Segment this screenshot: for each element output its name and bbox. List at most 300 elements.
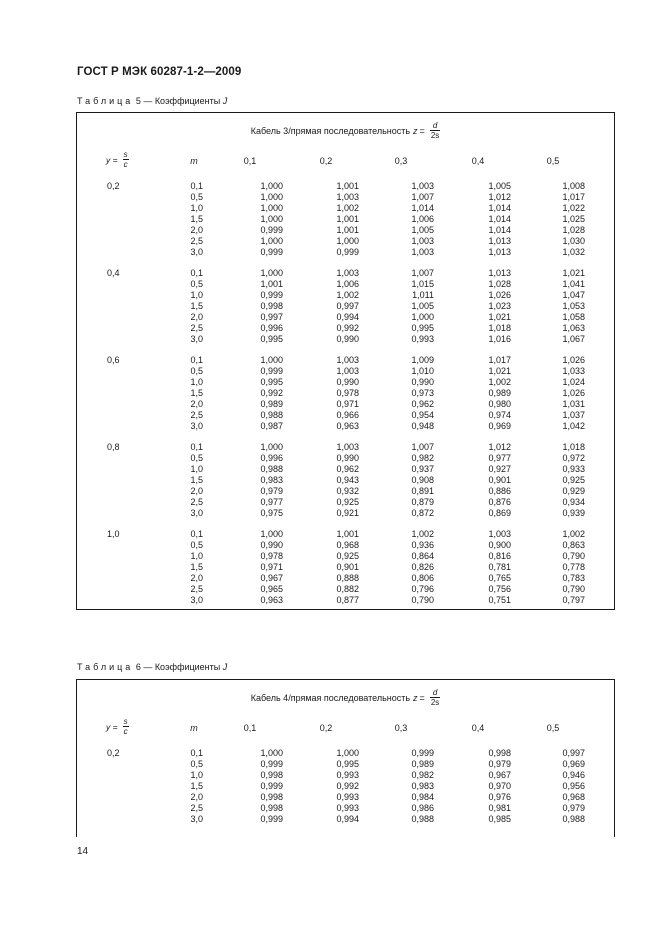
coefficient-cell: 0,971 (260, 562, 283, 572)
coefficient-cell: 0,999 (260, 759, 283, 769)
coefficient-cell: 1,003 (336, 192, 359, 202)
coefficient-cell: 0,995 (411, 323, 434, 333)
coefficient-cell: 1,002 (562, 529, 585, 539)
coefficient-cell: 0,997 (260, 312, 283, 322)
table-row (77, 595, 614, 606)
table-caption (77, 96, 227, 106)
coefficient-cell: 1,018 (488, 323, 511, 333)
coefficient-cell: 0,979 (562, 803, 585, 813)
table-header-formula (77, 121, 614, 140)
coefficient-cell: 0,998 (260, 792, 283, 802)
coefficient-cell: 0,989 (260, 399, 283, 409)
m-value: 2,5 (190, 803, 203, 813)
formula-text: Кабель 4/прямая последовательность (250, 692, 411, 703)
coefficient-cell: 0,796 (411, 584, 434, 594)
coefficient-cell: 1,000 (260, 203, 283, 213)
table-caption (77, 662, 227, 672)
coefficient-cell: 1,047 (562, 290, 585, 300)
coefficient-cell: 1,003 (411, 236, 434, 246)
coefficient-cell: 1,000 (260, 442, 283, 452)
coefficient-cell: 0,992 (336, 323, 359, 333)
coefficient-cell: 0,882 (336, 584, 359, 594)
coefficient-cell: 0,946 (562, 770, 585, 780)
coefficient-cell: 0,778 (562, 562, 585, 572)
coefficient-cell: 0,877 (336, 595, 359, 605)
coefficient-cell: 0,973 (411, 388, 434, 398)
coefficient-cell: 0,969 (562, 759, 585, 769)
fraction-numerator: d (432, 688, 438, 697)
coefficient-cell: 0,863 (562, 540, 585, 550)
coefficients-table (76, 679, 615, 837)
m-column-header: m (190, 156, 198, 166)
coefficient-cell: 0,993 (411, 334, 434, 344)
m-value: 2,5 (190, 410, 203, 420)
m-value: 1,5 (190, 388, 203, 398)
coefficient-cell: 0,999 (260, 814, 283, 824)
coefficient-cell: 0,816 (488, 551, 511, 561)
coefficient-cell: 0,993 (336, 770, 359, 780)
coefficient-cell: 0,888 (336, 573, 359, 583)
coefficient-cell: 1,007 (411, 442, 434, 452)
coefficient-cell: 1,013 (488, 247, 511, 257)
z-column-header: 0,4 (471, 156, 485, 166)
coefficient-cell: 0,970 (488, 781, 511, 791)
table-row (77, 399, 614, 410)
table-row (77, 268, 614, 279)
table-row (77, 475, 614, 486)
y-numerator: s (123, 150, 128, 159)
coefficient-cell: 1,017 (488, 355, 511, 365)
coefficient-cell: 1,001 (336, 214, 359, 224)
coefficient-cell: 1,009 (411, 355, 434, 365)
coefficient-cell: 0,929 (562, 486, 585, 496)
coefficient-cell: 1,022 (562, 203, 585, 213)
y-denominator: c (123, 727, 128, 736)
coefficient-cell: 0,921 (336, 508, 359, 518)
coefficient-cell: 1,000 (260, 192, 283, 202)
m-value: 0,1 (190, 529, 203, 539)
coefficient-cell: 1,003 (336, 268, 359, 278)
z-column-header: 0,5 (546, 156, 560, 166)
y-value: 0,6 (107, 355, 120, 365)
coefficient-cell: 0,869 (488, 508, 511, 518)
coefficient-cell: 0,967 (488, 770, 511, 780)
coefficient-cell: 0,826 (411, 562, 434, 572)
coefficient-cell: 0,806 (411, 573, 434, 583)
m-value: 3,0 (190, 247, 203, 257)
table-row (77, 584, 614, 595)
coefficient-cell: 0,998 (260, 301, 283, 311)
table-row (77, 562, 614, 573)
coefficient-cell: 0,985 (488, 814, 511, 824)
table-row (77, 301, 614, 312)
coefficient-cell: 0,999 (411, 748, 434, 758)
coefficient-cell: 1,031 (562, 399, 585, 409)
m-value: 1,5 (190, 301, 203, 311)
coefficient-cell: 0,925 (336, 497, 359, 507)
table-row (77, 312, 614, 323)
coefficient-cell: 0,982 (411, 770, 434, 780)
z-column-header: 0,1 (243, 156, 257, 166)
coefficient-cell: 0,969 (488, 421, 511, 431)
m-value: 3,0 (190, 595, 203, 605)
fraction-numerator: d (432, 121, 438, 130)
coefficient-cell: 1,026 (562, 355, 585, 365)
table-row (77, 464, 614, 475)
table-header-formula (77, 688, 614, 707)
coefficient-cell: 0,990 (260, 540, 283, 550)
coefficient-cell: 0,997 (336, 301, 359, 311)
m-value: 0,1 (190, 268, 203, 278)
table-row (77, 214, 614, 225)
coefficient-cell: 0,975 (260, 508, 283, 518)
page-number: 14 (77, 846, 89, 857)
m-value: 0,5 (190, 540, 203, 550)
m-value: 0,5 (190, 366, 203, 376)
m-value: 2,5 (190, 497, 203, 507)
table-row (77, 529, 614, 540)
m-value: 2,0 (190, 573, 203, 583)
caption-symbol: J (222, 96, 228, 106)
coefficient-cell: 1,000 (260, 355, 283, 365)
coefficient-cell: 0,974 (488, 410, 511, 420)
table-row (77, 442, 614, 453)
coefficient-cell: 0,790 (562, 584, 585, 594)
z-column-header: 0,5 (546, 723, 560, 733)
table-row (77, 388, 614, 399)
coefficient-cell: 0,988 (562, 814, 585, 824)
table-row (77, 181, 614, 192)
coefficient-cell: 1,067 (562, 334, 585, 344)
m-value: 1,0 (190, 203, 203, 213)
coefficient-cell: 1,003 (336, 366, 359, 376)
y-denominator: c (123, 160, 128, 169)
coefficient-cell: 1,000 (260, 268, 283, 278)
table-row (77, 247, 614, 258)
table-row (77, 792, 614, 803)
m-value: 2,0 (190, 792, 203, 802)
coefficient-cell: 0,790 (411, 595, 434, 605)
formula-fraction (430, 121, 440, 140)
coefficient-cell: 1,001 (260, 279, 283, 289)
coefficient-cell: 1,023 (488, 301, 511, 311)
coefficient-cell: 0,962 (411, 399, 434, 409)
coefficient-cell: 0,927 (488, 464, 511, 474)
coefficient-cell: 1,002 (411, 529, 434, 539)
m-value: 1,0 (190, 377, 203, 387)
coefficient-cell: 0,939 (562, 508, 585, 518)
coefficient-cell: 1,003 (411, 247, 434, 257)
formula-equals: = (419, 125, 425, 136)
coefficient-cell: 1,053 (562, 301, 585, 311)
y-value: 0,2 (107, 748, 120, 758)
coefficient-cell: 0,999 (336, 247, 359, 257)
y-fraction (123, 150, 129, 169)
coefficient-cell: 0,990 (336, 334, 359, 344)
caption-text: 5 — Коэффициенты (135, 96, 221, 106)
coefficient-cell: 1,000 (260, 214, 283, 224)
coefficient-cell: 1,033 (562, 366, 585, 376)
m-value: 3,0 (190, 508, 203, 518)
y-value: 1,0 (107, 529, 120, 539)
m-value: 1,0 (190, 290, 203, 300)
table-row (77, 192, 614, 203)
coefficient-cell: 1,014 (488, 214, 511, 224)
coefficient-cell: 0,962 (336, 464, 359, 474)
coefficient-cell: 0,932 (336, 486, 359, 496)
table-row (77, 355, 614, 366)
coefficient-cell: 0,977 (488, 453, 511, 463)
m-value: 1,5 (190, 475, 203, 485)
coefficient-cell: 0,886 (488, 486, 511, 496)
coefficient-cell: 1,011 (412, 290, 434, 300)
y-fraction (123, 717, 129, 736)
coefficient-cell: 1,037 (562, 410, 585, 420)
table-row (77, 421, 614, 432)
coefficient-cell: 1,002 (488, 377, 511, 387)
y-value: 0,8 (107, 442, 120, 452)
coefficient-cell: 0,984 (411, 792, 434, 802)
y-header (106, 150, 129, 169)
formula-wrap (251, 688, 441, 707)
table-row (77, 410, 614, 421)
coefficient-cell: 0,872 (411, 508, 434, 518)
fraction-denominator: 2s (430, 131, 440, 140)
m-value: 0,1 (190, 355, 203, 365)
coefficient-cell: 1,001 (336, 225, 359, 235)
coefficient-cell: 1,001 (336, 529, 359, 539)
coefficient-cell: 0,993 (336, 803, 359, 813)
coefficient-cell: 0,990 (336, 453, 359, 463)
m-value: 2,0 (190, 225, 203, 235)
coefficient-cell: 1,003 (336, 442, 359, 452)
coefficient-cell: 1,028 (562, 225, 585, 235)
coefficients-table (76, 112, 615, 610)
coefficient-cell: 0,966 (336, 410, 359, 420)
coefficient-cell: 0,996 (260, 323, 283, 333)
coefficient-cell: 1,016 (488, 334, 511, 344)
z-column-header: 0,2 (319, 156, 333, 166)
coefficient-cell: 1,058 (562, 312, 585, 322)
coefficient-cell: 1,000 (260, 529, 283, 539)
table-row (77, 781, 614, 792)
coefficient-cell: 1,000 (336, 748, 359, 758)
m-value: 1,5 (190, 562, 203, 572)
coefficient-cell: 0,756 (488, 584, 511, 594)
caption-word: Таблица (77, 96, 134, 106)
table-row (77, 486, 614, 497)
coefficient-cell: 1,001 (336, 181, 359, 191)
coefficient-cell: 1,041 (562, 279, 585, 289)
coefficient-cell: 0,979 (260, 486, 283, 496)
coefficient-cell: 0,999 (260, 781, 283, 791)
coefficient-cell: 1,025 (562, 214, 585, 224)
coefficient-cell: 0,972 (562, 453, 585, 463)
coefficient-cell: 0,864 (411, 551, 434, 561)
table-row (77, 203, 614, 214)
coefficient-cell: 1,000 (260, 236, 283, 246)
table-row (77, 497, 614, 508)
coefficient-cell: 0,989 (411, 759, 434, 769)
coefficient-cell: 0,977 (260, 497, 283, 507)
table-row (77, 508, 614, 519)
y-numerator: s (123, 717, 128, 726)
coefficient-cell: 0,963 (260, 595, 283, 605)
coefficient-cell: 0,934 (562, 497, 585, 507)
m-value: 3,0 (190, 814, 203, 824)
coefficient-cell: 1,005 (411, 301, 434, 311)
coefficient-cell: 1,003 (411, 181, 434, 191)
coefficient-cell: 0,999 (260, 366, 283, 376)
table-row (77, 540, 614, 551)
m-value: 2,0 (190, 312, 203, 322)
coefficient-cell: 0,901 (488, 475, 511, 485)
coefficient-cell: 0,765 (488, 573, 511, 583)
coefficient-cell: 0,989 (488, 388, 511, 398)
m-value: 0,5 (190, 759, 203, 769)
coefficient-cell: 0,968 (562, 792, 585, 802)
formula-fraction (430, 688, 440, 707)
coefficient-cell: 1,017 (562, 192, 585, 202)
coefficient-cell: 1,000 (260, 181, 283, 191)
coefficient-cell: 1,014 (411, 203, 434, 213)
coefficient-cell: 0,986 (411, 803, 434, 813)
coefficient-cell: 1,010 (411, 366, 434, 376)
coefficient-cell: 1,013 (488, 268, 511, 278)
table-row (77, 236, 614, 247)
coefficient-cell: 0,998 (488, 748, 511, 758)
coefficient-cell: 1,014 (488, 203, 511, 213)
table-row (77, 377, 614, 388)
coefficient-cell: 0,901 (336, 562, 359, 572)
coefficient-cell: 0,976 (488, 792, 511, 802)
coefficient-cell: 1,002 (336, 290, 359, 300)
coefficient-cell: 1,042 (562, 421, 585, 431)
coefficient-cell: 1,021 (488, 312, 511, 322)
table-row (77, 748, 614, 759)
coefficient-cell: 0,983 (260, 475, 283, 485)
coefficient-cell: 1,021 (562, 268, 585, 278)
coefficient-cell: 0,797 (562, 595, 585, 605)
coefficient-cell: 0,956 (562, 781, 585, 791)
table-row (77, 279, 614, 290)
table-row (77, 803, 614, 814)
m-value: 1,0 (190, 551, 203, 561)
coefficient-cell: 1,030 (562, 236, 585, 246)
m-value: 2,5 (190, 236, 203, 246)
coefficient-cell: 0,978 (336, 388, 359, 398)
coefficient-cell: 1,007 (411, 268, 434, 278)
coefficient-cell: 0,936 (411, 540, 434, 550)
m-value: 1,0 (190, 770, 203, 780)
table-row (77, 290, 614, 301)
coefficient-cell: 0,981 (488, 803, 511, 813)
coefficient-cell: 0,943 (336, 475, 359, 485)
table-row (77, 551, 614, 562)
y-label: y = (106, 721, 118, 732)
formula-equals: = (419, 692, 425, 703)
coefficient-cell: 0,980 (488, 399, 511, 409)
coefficient-cell: 0,876 (488, 497, 511, 507)
coefficient-cell: 0,994 (336, 814, 359, 824)
coefficient-cell: 0,965 (260, 584, 283, 594)
m-value: 0,5 (190, 279, 203, 289)
m-column-header: m (190, 723, 198, 733)
coefficient-cell: 0,997 (562, 748, 585, 758)
coefficient-cell: 0,979 (488, 759, 511, 769)
coefficient-cell: 0,999 (260, 290, 283, 300)
m-value: 1,0 (190, 464, 203, 474)
coefficient-cell: 0,937 (411, 464, 434, 474)
coefficient-cell: 0,948 (411, 421, 434, 431)
z-column-header: 0,3 (394, 723, 408, 733)
coefficient-cell: 0,954 (411, 410, 434, 420)
formula-wrap (251, 121, 441, 140)
fraction-denominator: 2s (430, 698, 440, 707)
coefficient-cell: 0,999 (260, 225, 283, 235)
y-value: 0,4 (107, 268, 120, 278)
m-value: 0,1 (190, 748, 203, 758)
coefficient-cell: 0,781 (488, 562, 511, 572)
m-value: 1,5 (190, 214, 203, 224)
coefficient-cell: 1,007 (411, 192, 434, 202)
coefficient-cell: 0,751 (488, 595, 511, 605)
coefficient-cell: 0,987 (260, 421, 283, 431)
coefficient-cell: 0,925 (562, 475, 585, 485)
table-row (77, 334, 614, 345)
coefficient-cell: 0,900 (488, 540, 511, 550)
coefficient-cell: 0,995 (336, 759, 359, 769)
coefficient-cell: 0,967 (260, 573, 283, 583)
coefficient-cell: 1,015 (411, 279, 434, 289)
coefficient-cell: 0,879 (411, 497, 434, 507)
coefficient-cell: 0,999 (260, 247, 283, 257)
coefficient-cell: 0,925 (336, 551, 359, 561)
table-row (77, 225, 614, 236)
coefficient-cell: 1,021 (488, 366, 511, 376)
coefficient-cell: 0,933 (562, 464, 585, 474)
m-value: 3,0 (190, 334, 203, 344)
m-value: 2,0 (190, 399, 203, 409)
coefficient-cell: 0,891 (411, 486, 434, 496)
coefficient-cell: 0,988 (260, 464, 283, 474)
m-value: 0,5 (190, 453, 203, 463)
coefficient-cell: 0,783 (562, 573, 585, 583)
table-row (77, 573, 614, 584)
document-title: ГОСТ Р МЭК 60287-1-2—2009 (77, 66, 242, 78)
m-value: 2,0 (190, 486, 203, 496)
coefficient-cell: 1,063 (562, 323, 585, 333)
coefficient-cell: 0,971 (336, 399, 359, 409)
coefficient-cell: 0,993 (336, 792, 359, 802)
m-value: 0,1 (190, 181, 203, 191)
coefficient-cell: 1,000 (260, 748, 283, 758)
coefficient-cell: 1,003 (488, 529, 511, 539)
coefficient-cell: 0,968 (336, 540, 359, 550)
m-value: 0,5 (190, 192, 203, 202)
m-value: 3,0 (190, 421, 203, 431)
coefficient-cell: 0,978 (260, 551, 283, 561)
coefficient-cell: 0,963 (336, 421, 359, 431)
z-column-header: 0,3 (394, 156, 408, 166)
y-value: 0,2 (107, 181, 120, 191)
coefficient-cell: 0,790 (562, 551, 585, 561)
coefficient-cell: 0,988 (260, 410, 283, 420)
coefficient-cell: 1,002 (336, 203, 359, 213)
coefficient-cell: 0,995 (260, 377, 283, 387)
table-row (77, 759, 614, 770)
formula-variable: z (413, 692, 418, 703)
